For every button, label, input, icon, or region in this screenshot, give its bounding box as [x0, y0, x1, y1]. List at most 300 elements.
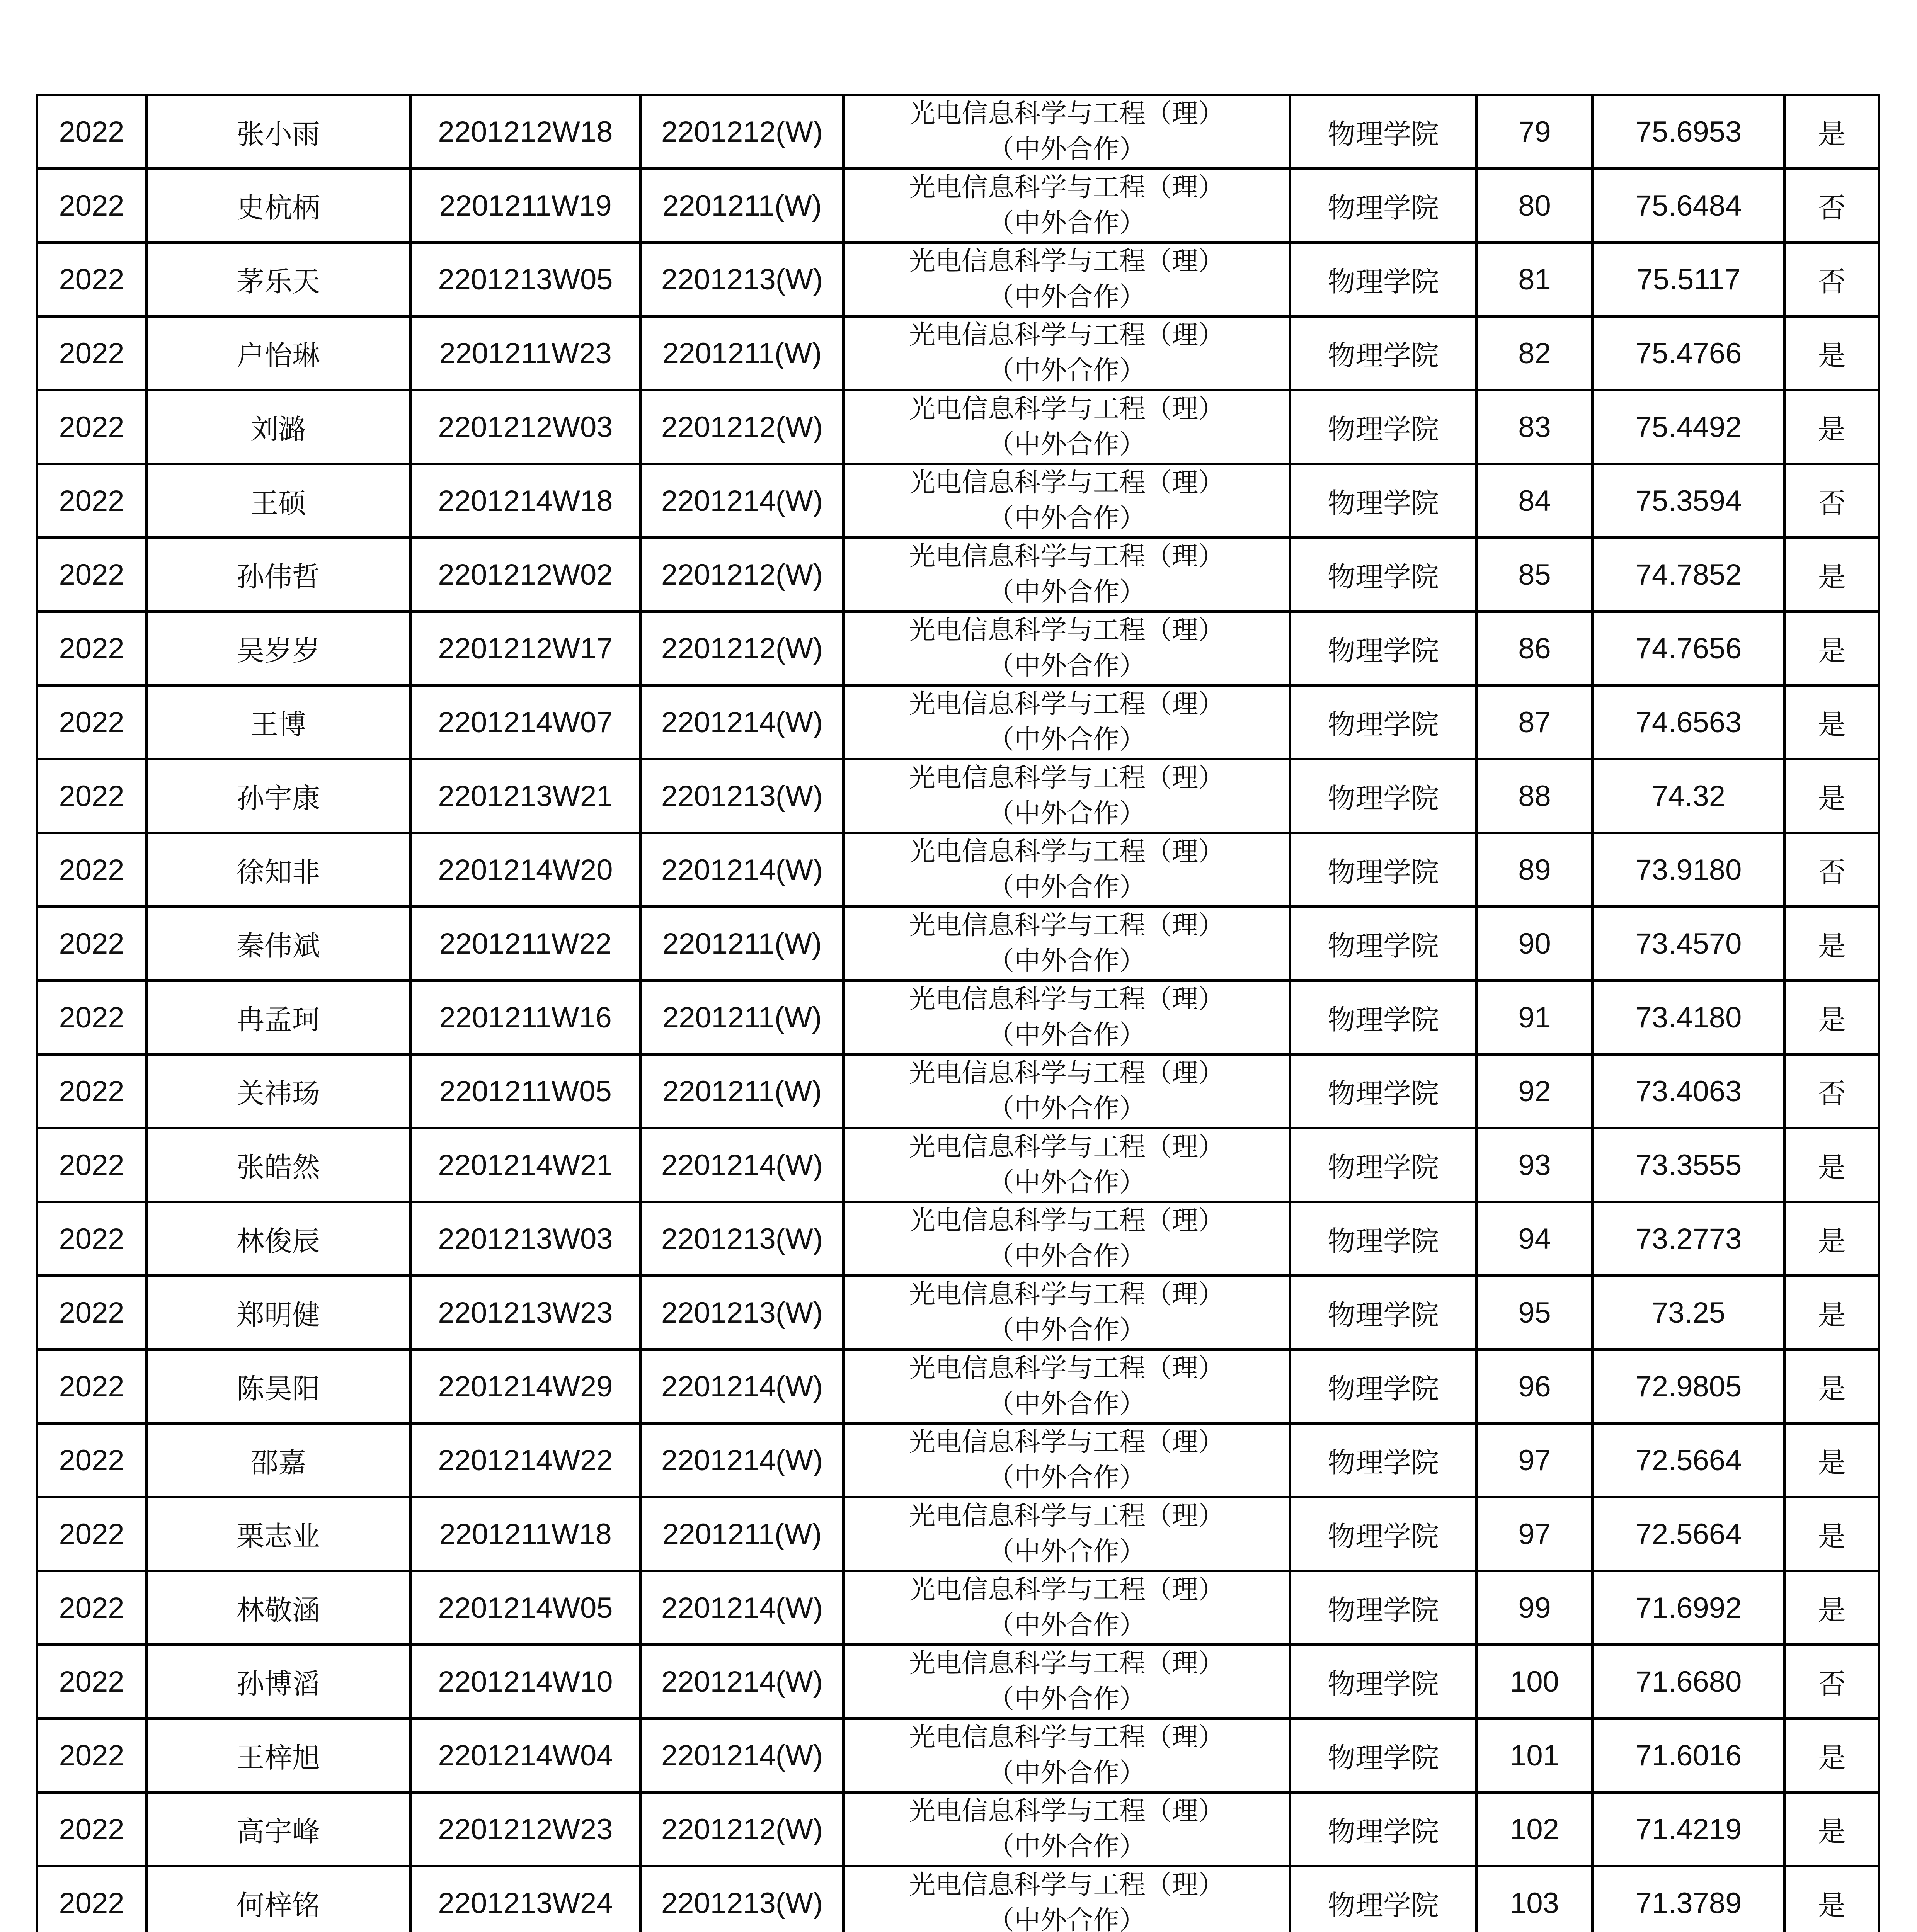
score-cell: 75.5117	[1593, 243, 1785, 316]
major-name: 光电信息科学与工程（理）	[909, 172, 1224, 203]
rank-cell: 88	[1477, 759, 1593, 833]
college-cell: 物理学院	[1290, 95, 1477, 169]
major-program-type: （中外合作）	[987, 1094, 1146, 1124]
major-name: 光电信息科学与工程（理）	[909, 615, 1224, 646]
major-name: 光电信息科学与工程（理）	[909, 1353, 1224, 1384]
major-cell	[844, 1719, 1290, 1793]
major-name: 光电信息科学与工程（理）	[909, 246, 1224, 277]
passed-cell: 否	[1785, 464, 1879, 538]
year-cell: 2022	[37, 95, 146, 169]
student-name-cell: 王博	[146, 685, 410, 759]
major-program-type: （中外合作）	[987, 1684, 1146, 1714]
major-cell	[844, 1423, 1290, 1497]
major-cell	[844, 1276, 1290, 1350]
major-cell	[844, 390, 1290, 464]
score-cell: 74.7852	[1593, 538, 1785, 612]
class-cell: 2201214(W)	[641, 1128, 844, 1202]
major-cell	[844, 95, 1290, 169]
student-name-cell: 陈昊阳	[146, 1350, 410, 1423]
major-program-type: （中外合作）	[987, 724, 1146, 755]
student-name-cell: 王梓旭	[146, 1719, 410, 1793]
college-cell: 物理学院	[1290, 1571, 1477, 1645]
table-row	[37, 1423, 1879, 1497]
year-cell: 2022	[37, 1866, 146, 1932]
year-cell: 2022	[37, 759, 146, 833]
rank-cell: 85	[1477, 538, 1593, 612]
college-cell: 物理学院	[1290, 759, 1477, 833]
college-cell: 物理学院	[1290, 1645, 1477, 1719]
major-name: 光电信息科学与工程（理）	[909, 394, 1224, 424]
year-cell: 2022	[37, 685, 146, 759]
major-cell	[844, 685, 1290, 759]
student-id-cell: 2201214W10	[410, 1645, 641, 1719]
major-program-type: （中外合作）	[987, 1241, 1146, 1272]
score-cell: 75.6484	[1593, 169, 1785, 243]
class-cell: 2201214(W)	[641, 1423, 844, 1497]
student-name-cell: 户怡琳	[146, 316, 410, 390]
year-cell: 2022	[37, 243, 146, 316]
student-id-cell: 2201211W22	[410, 907, 641, 981]
rank-cell: 84	[1477, 464, 1593, 538]
student-id-cell: 2201213W05	[410, 243, 641, 316]
table-row	[37, 612, 1879, 685]
year-cell: 2022	[37, 1276, 146, 1350]
rank-cell: 103	[1477, 1866, 1593, 1932]
major-name: 光电信息科学与工程（理）	[909, 541, 1224, 572]
class-cell: 2201212(W)	[641, 612, 844, 685]
passed-cell: 否	[1785, 169, 1879, 243]
table-row	[37, 95, 1879, 169]
major-program-type: （中外合作）	[987, 134, 1146, 165]
student-id-cell: 2201211W19	[410, 169, 641, 243]
class-cell: 2201213(W)	[641, 1202, 844, 1276]
score-cell: 74.7656	[1593, 612, 1785, 685]
major-program-type: （中外合作）	[987, 355, 1146, 386]
score-cell: 73.3555	[1593, 1128, 1785, 1202]
class-cell: 2201214(W)	[641, 685, 844, 759]
student-id-cell: 2201214W20	[410, 833, 641, 907]
class-cell: 2201211(W)	[641, 981, 844, 1054]
table-row	[37, 464, 1879, 538]
passed-cell: 是	[1785, 907, 1879, 981]
major-program-type: （中外合作）	[987, 946, 1146, 976]
passed-cell: 是	[1785, 316, 1879, 390]
student-id-cell: 2201213W24	[410, 1866, 641, 1932]
major-name: 光电信息科学与工程（理）	[909, 689, 1224, 719]
major-program-type: （中外合作）	[987, 208, 1146, 238]
rank-cell: 97	[1477, 1423, 1593, 1497]
student-name-cell: 茅乐天	[146, 243, 410, 316]
student-id-cell: 2201213W23	[410, 1276, 641, 1350]
student-id-cell: 2201214W04	[410, 1719, 641, 1793]
student-id-cell: 2201212W03	[410, 390, 641, 464]
student-name-cell: 刘潞	[146, 390, 410, 464]
year-cell: 2022	[37, 1719, 146, 1793]
major-cell	[844, 538, 1290, 612]
class-cell: 2201211(W)	[641, 169, 844, 243]
score-cell: 71.4219	[1593, 1793, 1785, 1866]
major-program-type: （中外合作）	[987, 872, 1146, 903]
student-id-cell: 2201212W02	[410, 538, 641, 612]
year-cell: 2022	[37, 1054, 146, 1128]
year-cell: 2022	[37, 1645, 146, 1719]
student-id-cell: 2201214W05	[410, 1571, 641, 1645]
table-row	[37, 759, 1879, 833]
major-name: 光电信息科学与工程（理）	[909, 910, 1224, 941]
student-name-cell: 冉孟珂	[146, 981, 410, 1054]
major-program-type: （中外合作）	[987, 1167, 1146, 1198]
year-cell: 2022	[37, 316, 146, 390]
college-cell: 物理学院	[1290, 612, 1477, 685]
table-row	[37, 243, 1879, 316]
student-id-cell: 2201214W21	[410, 1128, 641, 1202]
college-cell: 物理学院	[1290, 1497, 1477, 1571]
major-program-type: （中外合作）	[987, 577, 1146, 607]
major-name: 光电信息科学与工程（理）	[909, 1575, 1224, 1605]
passed-cell: 否	[1785, 833, 1879, 907]
table-row	[37, 1276, 1879, 1350]
table-row	[37, 169, 1879, 243]
rank-cell: 83	[1477, 390, 1593, 464]
class-cell: 2201211(W)	[641, 907, 844, 981]
college-cell: 物理学院	[1290, 1128, 1477, 1202]
rank-cell: 82	[1477, 316, 1593, 390]
college-cell: 物理学院	[1290, 1276, 1477, 1350]
score-cell: 75.3594	[1593, 464, 1785, 538]
student-name-cell: 林敬涵	[146, 1571, 410, 1645]
major-cell	[844, 759, 1290, 833]
student-name-cell: 郑明健	[146, 1276, 410, 1350]
score-cell: 72.5664	[1593, 1497, 1785, 1571]
college-cell: 物理学院	[1290, 538, 1477, 612]
rank-cell: 97	[1477, 1497, 1593, 1571]
major-cell	[844, 1645, 1290, 1719]
class-cell: 2201211(W)	[641, 1497, 844, 1571]
major-program-type: （中外合作）	[987, 1758, 1146, 1788]
major-cell	[844, 981, 1290, 1054]
student-id-cell: 2201214W29	[410, 1350, 641, 1423]
major-program-type: （中外合作）	[987, 282, 1146, 312]
major-name: 光电信息科学与工程（理）	[909, 1796, 1224, 1827]
year-cell: 2022	[37, 1350, 146, 1423]
student-id-cell: 2201212W18	[410, 95, 641, 169]
passed-cell: 是	[1785, 685, 1879, 759]
score-cell: 71.6680	[1593, 1645, 1785, 1719]
student-name-cell: 栗志业	[146, 1497, 410, 1571]
table-row	[37, 1793, 1879, 1866]
major-program-type: （中外合作）	[987, 1463, 1146, 1493]
year-cell: 2022	[37, 833, 146, 907]
major-cell	[844, 1350, 1290, 1423]
college-cell: 物理学院	[1290, 907, 1477, 981]
year-cell: 2022	[37, 464, 146, 538]
year-cell: 2022	[37, 1571, 146, 1645]
year-cell: 2022	[37, 612, 146, 685]
passed-cell: 否	[1785, 1054, 1879, 1128]
student-name-cell: 高宇峰	[146, 1793, 410, 1866]
table-row	[37, 390, 1879, 464]
score-cell: 71.3789	[1593, 1866, 1785, 1932]
major-name: 光电信息科学与工程（理）	[909, 1722, 1224, 1753]
passed-cell: 是	[1785, 1350, 1879, 1423]
passed-cell: 否	[1785, 243, 1879, 316]
year-cell: 2022	[37, 1202, 146, 1276]
college-cell: 物理学院	[1290, 1423, 1477, 1497]
major-program-type: （中外合作）	[987, 1315, 1146, 1345]
score-cell: 73.4570	[1593, 907, 1785, 981]
passed-cell: 是	[1785, 95, 1879, 169]
rank-cell: 96	[1477, 1350, 1593, 1423]
class-cell: 2201211(W)	[641, 1054, 844, 1128]
major-name: 光电信息科学与工程（理）	[909, 1279, 1224, 1310]
student-id-cell: 2201211W05	[410, 1054, 641, 1128]
student-name-cell: 王硕	[146, 464, 410, 538]
score-cell: 71.6992	[1593, 1571, 1785, 1645]
rank-cell: 90	[1477, 907, 1593, 981]
student-name-cell: 孙博滔	[146, 1645, 410, 1719]
table-row	[37, 1128, 1879, 1202]
college-cell: 物理学院	[1290, 1350, 1477, 1423]
major-program-type: （中外合作）	[987, 429, 1146, 460]
score-cell: 75.4492	[1593, 390, 1785, 464]
rank-cell: 89	[1477, 833, 1593, 907]
class-cell: 2201213(W)	[641, 759, 844, 833]
college-cell: 物理学院	[1290, 981, 1477, 1054]
major-cell	[844, 1202, 1290, 1276]
rank-cell: 80	[1477, 169, 1593, 243]
major-cell	[844, 316, 1290, 390]
student-id-cell: 2201213W21	[410, 759, 641, 833]
table-row	[37, 833, 1879, 907]
score-cell: 71.6016	[1593, 1719, 1785, 1793]
major-name: 光电信息科学与工程（理）	[909, 1132, 1224, 1162]
major-name: 光电信息科学与工程（理）	[909, 984, 1224, 1015]
year-cell: 2022	[37, 538, 146, 612]
score-cell: 75.6953	[1593, 95, 1785, 169]
score-cell: 74.6563	[1593, 685, 1785, 759]
rank-cell: 87	[1477, 685, 1593, 759]
student-id-cell: 2201212W23	[410, 1793, 641, 1866]
class-cell: 2201214(W)	[641, 1645, 844, 1719]
college-cell: 物理学院	[1290, 833, 1477, 907]
passed-cell: 否	[1785, 1645, 1879, 1719]
score-cell: 73.9180	[1593, 833, 1785, 907]
table-row	[37, 538, 1879, 612]
class-cell: 2201213(W)	[641, 1866, 844, 1932]
student-name-cell: 关祎玚	[146, 1054, 410, 1128]
score-cell: 73.4180	[1593, 981, 1785, 1054]
score-cell: 73.2773	[1593, 1202, 1785, 1276]
class-cell: 2201214(W)	[641, 1719, 844, 1793]
passed-cell: 是	[1785, 1423, 1879, 1497]
table-row	[37, 1645, 1879, 1719]
table-row	[37, 981, 1879, 1054]
major-cell	[844, 612, 1290, 685]
major-program-type: （中外合作）	[987, 798, 1146, 829]
year-cell: 2022	[37, 1423, 146, 1497]
passed-cell: 是	[1785, 612, 1879, 685]
passed-cell: 是	[1785, 1497, 1879, 1571]
student-id-cell: 2201214W18	[410, 464, 641, 538]
college-cell: 物理学院	[1290, 685, 1477, 759]
rank-cell: 94	[1477, 1202, 1593, 1276]
year-cell: 2022	[37, 390, 146, 464]
year-cell: 2022	[37, 907, 146, 981]
major-program-type: （中外合作）	[987, 503, 1146, 534]
student-name-cell: 邵嘉	[146, 1423, 410, 1497]
rank-cell: 102	[1477, 1793, 1593, 1866]
table-row	[37, 685, 1879, 759]
college-cell: 物理学院	[1290, 169, 1477, 243]
college-cell: 物理学院	[1290, 316, 1477, 390]
table-row	[37, 316, 1879, 390]
rank-cell: 81	[1477, 243, 1593, 316]
table-row	[37, 1202, 1879, 1276]
college-cell: 物理学院	[1290, 1866, 1477, 1932]
class-cell: 2201213(W)	[641, 1276, 844, 1350]
student-id-cell: 2201214W22	[410, 1423, 641, 1497]
passed-cell: 是	[1785, 1719, 1879, 1793]
table-row	[37, 1054, 1879, 1128]
class-cell: 2201214(W)	[641, 833, 844, 907]
student-id-cell: 2201211W18	[410, 1497, 641, 1571]
year-cell: 2022	[37, 1793, 146, 1866]
college-cell: 物理学院	[1290, 1793, 1477, 1866]
year-cell: 2022	[37, 169, 146, 243]
table-row	[37, 1866, 1879, 1932]
student-name-cell: 秦伟斌	[146, 907, 410, 981]
student-ranking-table	[36, 94, 1880, 1932]
passed-cell: 是	[1785, 1276, 1879, 1350]
college-cell: 物理学院	[1290, 1202, 1477, 1276]
class-cell: 2201214(W)	[641, 1350, 844, 1423]
major-name: 光电信息科学与工程（理）	[909, 468, 1224, 498]
major-program-type: （中外合作）	[987, 1536, 1146, 1567]
major-cell	[844, 169, 1290, 243]
student-name-cell: 徐知非	[146, 833, 410, 907]
table-row	[37, 1719, 1879, 1793]
major-cell	[844, 464, 1290, 538]
passed-cell: 是	[1785, 1866, 1879, 1932]
student-name-cell: 孙宇康	[146, 759, 410, 833]
class-cell: 2201212(W)	[641, 1793, 844, 1866]
passed-cell: 是	[1785, 390, 1879, 464]
passed-cell: 是	[1785, 981, 1879, 1054]
major-cell	[844, 243, 1290, 316]
year-cell: 2022	[37, 1128, 146, 1202]
major-cell	[844, 1793, 1290, 1866]
major-cell	[844, 1054, 1290, 1128]
class-cell: 2201212(W)	[641, 538, 844, 612]
major-program-type: （中外合作）	[987, 1832, 1146, 1862]
passed-cell: 是	[1785, 1793, 1879, 1866]
passed-cell: 是	[1785, 538, 1879, 612]
student-name-cell: 张皓然	[146, 1128, 410, 1202]
major-name: 光电信息科学与工程（理）	[909, 99, 1224, 129]
passed-cell: 是	[1785, 1128, 1879, 1202]
score-cell: 73.25	[1593, 1276, 1785, 1350]
major-name: 光电信息科学与工程（理）	[909, 1648, 1224, 1679]
major-name: 光电信息科学与工程（理）	[909, 1870, 1224, 1900]
rank-cell: 101	[1477, 1719, 1593, 1793]
college-cell: 物理学院	[1290, 243, 1477, 316]
major-name: 光电信息科学与工程（理）	[909, 1427, 1224, 1458]
major-cell	[844, 1866, 1290, 1932]
major-name: 光电信息科学与工程（理）	[909, 1058, 1224, 1088]
rank-cell: 95	[1477, 1276, 1593, 1350]
major-cell	[844, 1571, 1290, 1645]
major-name: 光电信息科学与工程（理）	[909, 1206, 1224, 1236]
year-cell: 2022	[37, 1497, 146, 1571]
college-cell: 物理学院	[1290, 464, 1477, 538]
score-cell: 75.4766	[1593, 316, 1785, 390]
table-row	[37, 907, 1879, 981]
class-cell: 2201211(W)	[641, 316, 844, 390]
college-cell: 物理学院	[1290, 1719, 1477, 1793]
class-cell: 2201213(W)	[641, 243, 844, 316]
major-name: 光电信息科学与工程（理）	[909, 837, 1224, 867]
college-cell: 物理学院	[1290, 1054, 1477, 1128]
score-cell: 73.4063	[1593, 1054, 1785, 1128]
major-cell	[844, 1497, 1290, 1571]
rank-cell: 86	[1477, 612, 1593, 685]
student-name-cell: 史杭柄	[146, 169, 410, 243]
table-row	[37, 1497, 1879, 1571]
rank-cell: 93	[1477, 1128, 1593, 1202]
major-program-type: （中外合作）	[987, 1020, 1146, 1050]
year-cell: 2022	[37, 981, 146, 1054]
major-program-type: （中外合作）	[987, 651, 1146, 681]
passed-cell: 是	[1785, 1202, 1879, 1276]
rank-cell: 91	[1477, 981, 1593, 1054]
student-name-cell: 张小雨	[146, 95, 410, 169]
student-name-cell: 何梓铭	[146, 1866, 410, 1932]
major-cell	[844, 1128, 1290, 1202]
major-name: 光电信息科学与工程（理）	[909, 763, 1224, 793]
student-id-cell: 2201212W17	[410, 612, 641, 685]
score-cell: 74.32	[1593, 759, 1785, 833]
student-name-cell: 孙伟哲	[146, 538, 410, 612]
rank-cell: 79	[1477, 95, 1593, 169]
rank-cell: 100	[1477, 1645, 1593, 1719]
student-id-cell: 2201213W03	[410, 1202, 641, 1276]
student-name-cell: 林俊辰	[146, 1202, 410, 1276]
table-row	[37, 1350, 1879, 1423]
rank-cell: 92	[1477, 1054, 1593, 1128]
major-name: 光电信息科学与工程（理）	[909, 1501, 1224, 1531]
table-row	[37, 1571, 1879, 1645]
class-cell: 2201212(W)	[641, 390, 844, 464]
major-name: 光电信息科学与工程（理）	[909, 320, 1224, 350]
class-cell: 2201214(W)	[641, 1571, 844, 1645]
score-cell: 72.5664	[1593, 1423, 1785, 1497]
major-program-type: （中外合作）	[987, 1389, 1146, 1419]
student-id-cell: 2201214W07	[410, 685, 641, 759]
passed-cell: 是	[1785, 759, 1879, 833]
class-cell: 2201214(W)	[641, 464, 844, 538]
major-program-type: （中外合作）	[987, 1610, 1146, 1641]
score-cell: 72.9805	[1593, 1350, 1785, 1423]
rank-cell: 99	[1477, 1571, 1593, 1645]
class-cell: 2201212(W)	[641, 95, 844, 169]
passed-cell: 是	[1785, 1571, 1879, 1645]
major-program-type: （中外合作）	[987, 1905, 1146, 1932]
college-cell: 物理学院	[1290, 390, 1477, 464]
major-cell	[844, 833, 1290, 907]
student-id-cell: 2201211W23	[410, 316, 641, 390]
student-name-cell: 吴岁岁	[146, 612, 410, 685]
major-cell	[844, 907, 1290, 981]
